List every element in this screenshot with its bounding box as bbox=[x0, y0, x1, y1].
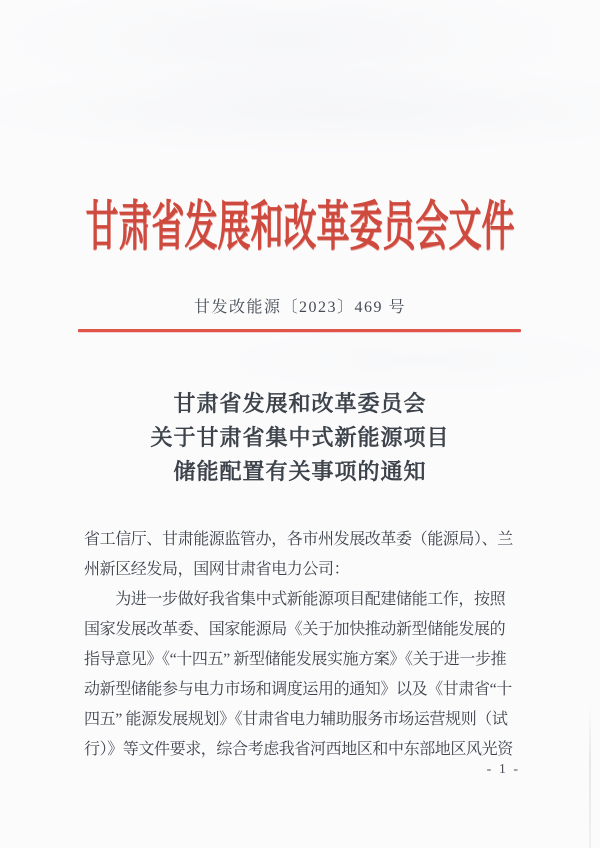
body-line-4: 国家发展改革委、国家能源局《关于加快推动新型储能发展的 bbox=[84, 621, 506, 638]
masthead-title: 甘肃省发展和改革委员会文件 bbox=[85, 198, 515, 257]
body-line-6: 动新型储能参与电力市场和调度运用的通知》以及《甘肃省“十 bbox=[84, 681, 512, 698]
body-line-3: 为进一步做好我省集中式新能源项目配建储能工作，按照 bbox=[84, 591, 506, 608]
title-line-1: 甘肃省发展和改革委员会 bbox=[173, 391, 427, 416]
title-line-2: 关于甘肃省集中式新能源项目 bbox=[150, 425, 450, 450]
doc-number: 甘发改能源〔2023〕469 号 bbox=[193, 299, 406, 316]
page-number: - 1 - bbox=[486, 762, 520, 777]
body-line-8: 行）》等文件要求，综合考虑我省河西地区和中东部地区风光资 bbox=[84, 741, 513, 758]
scan-artifact-line bbox=[589, 705, 591, 848]
body-paragraphs bbox=[84, 525, 524, 765]
body-line-1: 省工信厅、甘肃能源监管办，各市州发展改革委（能源局）、兰 bbox=[84, 531, 513, 548]
body-line-7: 四五” 能源发展规划》《甘肃省电力辅助服务市场运营规则（试 bbox=[84, 711, 508, 728]
body-line-2: 州新区经发局，国网甘肃省电力公司： bbox=[84, 561, 350, 578]
title-line-3: 储能配置有关事项的通知 bbox=[173, 459, 427, 484]
body-line-5: 指导意见》《“十四五” 新型储能发展实施方案》《关于进一步推 bbox=[84, 651, 507, 668]
red-separator-line bbox=[78, 329, 521, 332]
document-title bbox=[0, 387, 600, 489]
